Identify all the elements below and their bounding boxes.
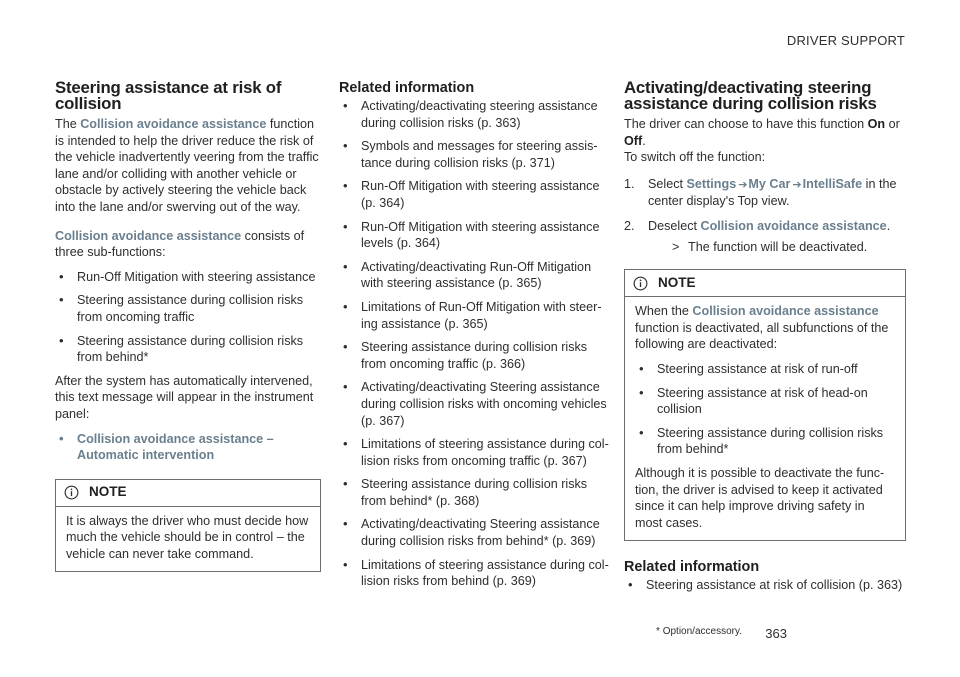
intro-paragraph: The Collision avoidance assistance function is intended to help the driver reduce the risk of the vehicle inadvertently veering from the traffic lane and/or colliding with another vehicle or obstacle by actively steering the vehicle back into the lane and/or swerving out of the way. [55, 117, 319, 214]
result-marker: > [672, 239, 680, 254]
note-box [624, 269, 906, 541]
deactivated-subfunctions-list [635, 361, 895, 458]
deselect-function-name: Collision avoidance assistance [700, 218, 887, 233]
related-information-title: Related information [339, 80, 475, 96]
steps-list [624, 176, 906, 255]
related-link[interactable]: • Run-Off Mitigation with steering assistance levels (p. 364) [339, 219, 609, 252]
info-icon [633, 276, 648, 291]
settings-menu-path: Settings [686, 176, 737, 191]
list-item: • Steering assistance during collision risks from oncoming traffic [55, 292, 321, 325]
step-2: 2. Deselect Collision avoidance assistance. > The function will be deactivated. [624, 218, 906, 255]
off-value: Off [624, 133, 643, 148]
related-link[interactable]: • Limitations of steering assistance during col-lision risks from behind (p. 369) [339, 557, 609, 590]
step-number: 2. [624, 218, 635, 233]
after-intervention-text: After the system has automatically intervened, this text message will appear in the instrument panel: [55, 373, 314, 421]
related-link[interactable]: • Activating/deactivating Steering assistance during collision risks from behind* (p. 369) [339, 516, 609, 549]
mycar-menu-path: My Car [748, 176, 791, 191]
choose-paragraph: The driver can choose to have this function On or Off. [624, 117, 900, 148]
note-intro: When the Collision avoidance assistance function is deactivated, all subfunctions of the following are deactivated: [635, 304, 889, 352]
list-item: • Steering assistance at risk of head-on collision [635, 385, 895, 418]
related-link[interactable]: • Steering assistance at risk of collision (p. 363) [624, 577, 906, 594]
footnote: * Option/accessory. [656, 626, 742, 638]
column-steering-assistance [55, 80, 321, 572]
section-title-activating: Activating/deactivating steering assistance during collision risks [624, 78, 877, 113]
section-title-steering-assistance: Steering assistance at risk of collision [55, 78, 282, 113]
step-number: 1. [624, 176, 635, 191]
intro-function-name: Collision avoidance assistance [80, 117, 267, 131]
step-1: 1. Select Settings ➔My Car ➔IntelliSafe in the center display's Top view. [624, 176, 897, 209]
related-link[interactable]: • Limitations of steering assistance during col-lision risks from oncoming traffic (p. 367) [339, 436, 609, 469]
related-link[interactable]: • Steering assistance during collision risks from behind* (p. 368) [339, 476, 609, 509]
related-link[interactable]: • Activating/deactivating Steering assistance during collision risks with oncoming vehicles (p. 367) [339, 379, 609, 429]
arrow-right-icon: ➔ [792, 178, 802, 191]
list-item: • Steering assistance during collision risks from behind* [55, 333, 321, 366]
consists-paragraph: Collision avoidance assistance consists of three sub-functions: [55, 228, 305, 260]
intellisafe-menu-path: IntelliSafe [802, 176, 863, 191]
related-link[interactable]: • Activating/deactivating Run-Off Mitigation with steering assistance (p. 365) [339, 259, 609, 292]
list-item: • Steering assistance during collision risks from behind* [635, 425, 895, 458]
note-text: It is always the driver who must decide how much the vehicle should be in control – the vehicle can never take command. [66, 513, 309, 561]
step-result: > The function will be deactivated. [672, 239, 868, 254]
note-header [56, 480, 320, 507]
related-link[interactable]: • Steering assistance during collision risks from oncoming traffic (p. 366) [339, 339, 609, 372]
note-box [55, 479, 321, 573]
message-list [55, 431, 321, 464]
instrument-panel-message: • Collision avoidance assistance – Automatic intervention [55, 431, 321, 464]
arrow-right-icon: ➔ [738, 178, 748, 191]
section-header: DRIVER SUPPORT [786, 33, 905, 48]
note-function-name: Collision avoidance assistance [692, 304, 879, 319]
related-link[interactable]: • Activating/deactivating steering assistance during collision risks (p. 363) [339, 98, 609, 131]
switch-off-text: To switch off the function: [624, 150, 766, 165]
column-related-information [339, 80, 609, 597]
related-link[interactable]: • Symbols and messages for steering assis-tance during collision risks (p. 371) [339, 138, 609, 171]
list-item: • Steering assistance at risk of run-off [635, 361, 895, 378]
note-advice: Although it is possible to deactivate the func-tion, the driver is advised to keep it activated since it can help improve driving safety in most cases. [635, 465, 885, 530]
note-label: NOTE [89, 484, 127, 500]
subfunction-list [55, 269, 321, 366]
related-link[interactable]: • Limitations of Run-Off Mitigation with steer-ing assistance (p. 365) [339, 299, 609, 332]
page-number: 363 [765, 626, 787, 642]
related-link[interactable]: • Run-Off Mitigation with steering assistance (p. 364) [339, 178, 609, 211]
info-icon [64, 485, 79, 500]
column-activating-deactivating [624, 80, 906, 601]
related-links-list [624, 577, 906, 594]
note-label: NOTE [658, 274, 696, 290]
list-item: • Run-Off Mitigation with steering assistance [55, 269, 321, 286]
related-information-title: Related information [624, 559, 760, 576]
related-links-list [339, 98, 609, 590]
consists-function-name: Collision avoidance assistance [55, 228, 242, 243]
note-content [625, 297, 905, 540]
note-header [625, 270, 905, 297]
on-value: On [867, 117, 886, 131]
